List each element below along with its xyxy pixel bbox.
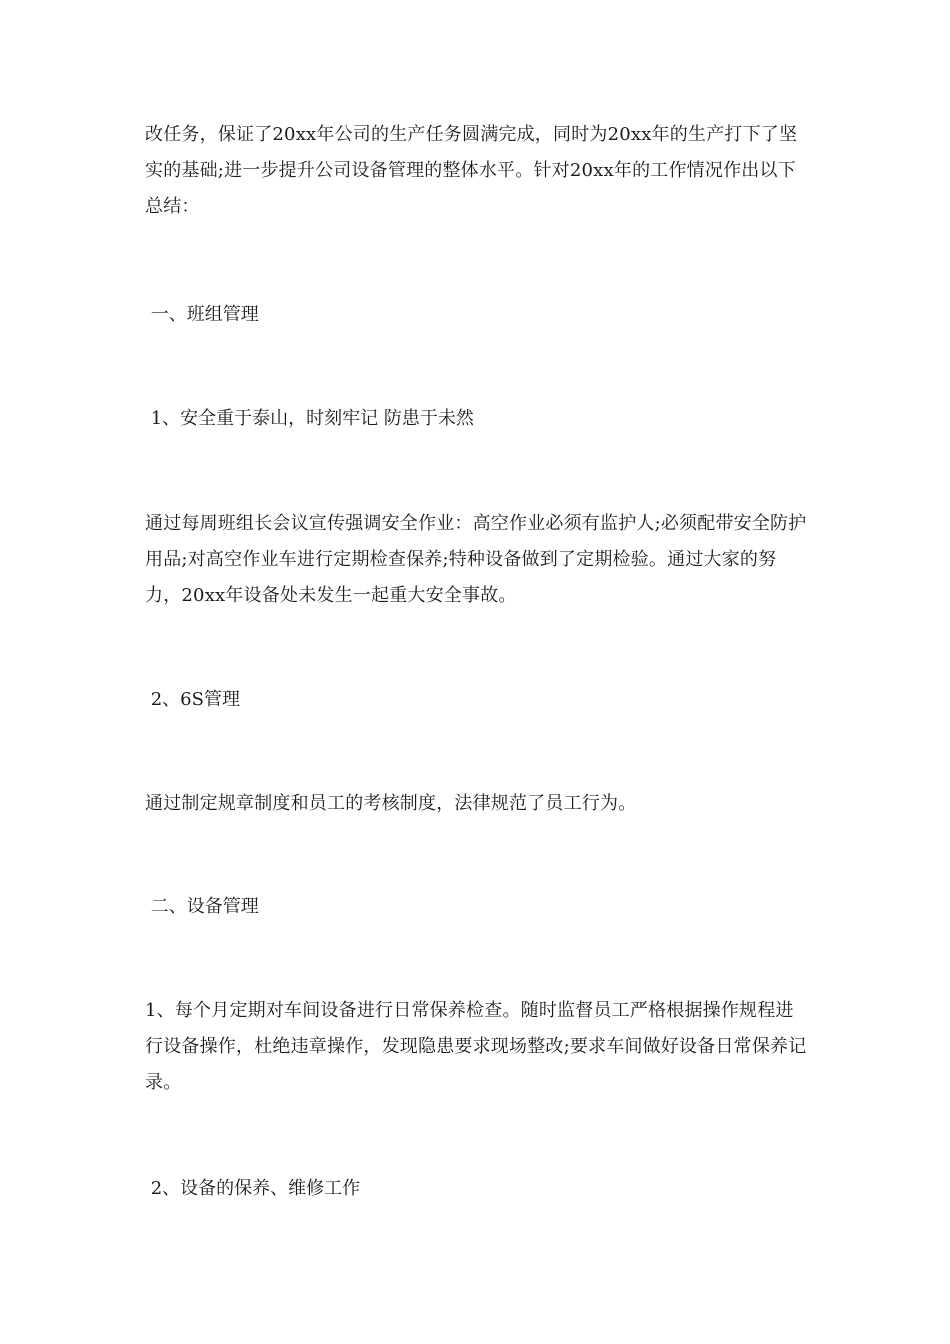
section-heading-equipment-management: 二、设备管理 (145, 896, 259, 917)
monthly-check-paragraph: 1、每个月定期对车间设备进行日常保养检查。随时监督员工严格根据操作规程进行设备操作，杜绝违章操作，发现隐患要求现场整改;要求车间做好设备日常保养记录。 (145, 1000, 807, 1093)
item-heading-safety: 1、安全重于泰山，时刻牢记 防患于未然 (145, 408, 474, 429)
intro-paragraph: 改任务，保证了20xx年公司的生产任务圆满完成，同时为20xx年的生产打下了坚实的基础;进一步提升公司设备管理的整体水平。针对20xx年的工作情况作出以下总结： (145, 124, 798, 217)
safety-paragraph: 通过每周班组长会议宣传强调安全作业：高空作业必须有监护人;必须配带安全防护用品;对高空作业车进行定期检查保养;特种设备做到了定期检验。通过大家的努力，20xx年设备处未发生一起重大安全事故。 (145, 513, 807, 606)
6s-paragraph: 通过制定规章制度和员工的考核制度，法律规范了员工行为。 (145, 793, 637, 814)
item-heading-maintenance: 2、设备的保养、维修工作 (145, 1178, 361, 1199)
item-heading-6s: 2、6S管理 (145, 689, 240, 710)
section-heading-team-management: 一、班组管理 (145, 304, 259, 325)
